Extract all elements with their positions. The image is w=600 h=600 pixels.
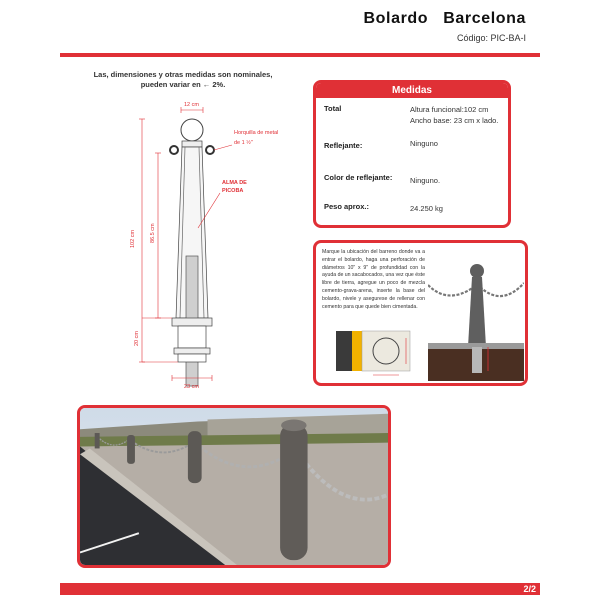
dim-top-label: 12 cm <box>184 102 199 108</box>
dimensions-note: Las, dimensiones y otras medidas son nominales, pueden variar en ← 2%. <box>93 70 273 89</box>
installation-photo <box>77 405 391 568</box>
spec-value: Ninguno. <box>410 176 441 185</box>
installation-box <box>313 240 528 386</box>
dim-width-label: 23 cm <box>184 384 199 390</box>
core-label-line2: PICOBA <box>222 188 244 194</box>
header-bar <box>60 53 540 57</box>
spec-value-2: Ancho base: 23 cm x lado. <box>410 116 499 125</box>
spec-value: Altura funcional:102 cm <box>410 105 489 114</box>
technical-drawing <box>120 98 300 398</box>
dim-total-label: 102 cm <box>130 229 136 248</box>
core-label-line1: ALMA DE <box>222 180 247 186</box>
spec-label: Total <box>324 104 342 113</box>
fork-label: Horquilla de metal <box>234 130 279 136</box>
installation-3d-illustration <box>428 247 524 381</box>
installation-instructions: Marque la ubicación del barreno donde va a entrar el bolardo, haga una perforación de diámetros 10" x 9" de profundidad con la ayuda de un sacabocados, una vez que éste libre de tierra, agregue un poco de mezcla cemento-grava-arena, inserte la base del bolardo, nivele y asegurese de rellenar con cemento para que quede bien cimentada. <box>322 249 425 310</box>
product-code: Código: PIC-BA-I <box>456 33 526 43</box>
spec-label: Color de reflejante: <box>324 173 393 182</box>
spec-value: 24.250 kg <box>410 204 443 213</box>
dim-base-label: 20 cm <box>134 331 140 346</box>
specs-title: Medidas <box>316 83 508 98</box>
spec-value: Ninguno <box>410 139 438 148</box>
spec-label: Reflejante: <box>324 141 363 150</box>
installation-section-diagram <box>320 327 420 381</box>
spec-label: Peso aprox.: <box>324 202 370 211</box>
dim-mid-label: 86.5 cm <box>150 223 156 243</box>
document-title: Bolardo Barcelona <box>363 10 526 27</box>
footer-bar <box>60 583 540 595</box>
fork-size-label: de 1 ½" <box>234 140 253 146</box>
specs-box <box>313 80 511 228</box>
page-number: 2/2 <box>523 584 536 594</box>
